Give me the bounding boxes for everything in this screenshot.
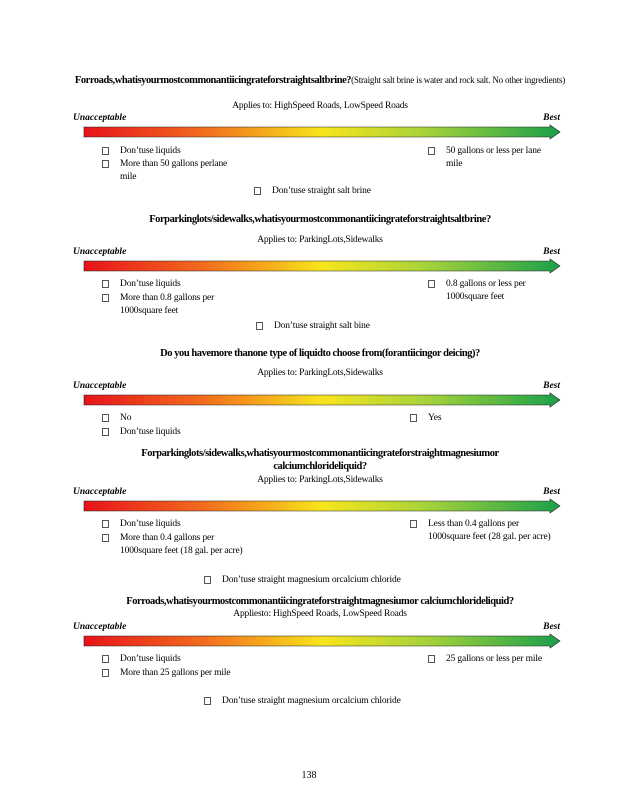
- option-dont-use-liquids[interactable]: Don’tuse liquids: [120, 278, 260, 291]
- option-more-than-0-8-gallons[interactable]: More than 0.8 gallons per 1000square feet: [120, 292, 230, 318]
- checkbox-icon[interactable]: [102, 669, 109, 677]
- checkbox-icon[interactable]: [102, 414, 109, 422]
- checkbox-icon[interactable]: [102, 147, 109, 155]
- option-dont-use-salt-brine[interactable]: Don’tuse straight salt bine: [274, 320, 474, 333]
- checkbox-icon[interactable]: [410, 520, 417, 528]
- unacceptable-label: Unacceptable: [73, 381, 127, 391]
- option-dont-use-magnesium-calcium[interactable]: Don’tuse straight magnesium orcalcium chloride: [222, 695, 482, 708]
- option-dont-use-magnesium-calcium[interactable]: Don’tuse straight magnesium orcalcium chloride: [222, 574, 482, 587]
- rating-scale-bar: [84, 393, 560, 407]
- question-title: Do you havemore thanone type of liquidto choose from(forantiicingor deicing)?: [160, 348, 480, 359]
- option-0-8-gallons-or-less[interactable]: 0.8 gallons or less per 1000square feet: [446, 278, 556, 304]
- checkbox-icon[interactable]: [102, 655, 109, 663]
- question-title: Forroads,whatisyourmostcommonantiicingrateforstraightmagnesiumor calciumchlorideliquid?: [126, 596, 514, 607]
- unacceptable-label: Unacceptable: [73, 487, 127, 497]
- option-more-than-25-gallons[interactable]: More than 25 gallons per mile: [120, 667, 245, 680]
- best-label: Best: [543, 113, 560, 123]
- best-label: Best: [543, 381, 560, 391]
- applies-to: Applies to: ParkingLots,Sidewalks: [257, 368, 383, 378]
- best-label: Best: [543, 247, 560, 257]
- question-title: Forparkinglots/sidewalks,whatisyourmostcommonantiicingrateforstraightmagnesiumor calciumchlorideliquid?: [141, 448, 499, 472]
- checkbox-icon[interactable]: [410, 414, 417, 422]
- checkbox-icon[interactable]: [254, 187, 261, 195]
- rating-scale-bar: [84, 499, 560, 513]
- checkbox-icon[interactable]: [428, 147, 435, 155]
- unacceptable-label: Unacceptable: [73, 622, 127, 632]
- option-dont-use-liquids[interactable]: Don’tuse liquids: [120, 518, 260, 531]
- option-no[interactable]: No: [120, 412, 260, 425]
- unacceptable-label: Unacceptable: [73, 247, 127, 257]
- option-25-gallons-or-less[interactable]: 25 gallons or less per mile: [446, 653, 556, 666]
- best-label: Best: [543, 622, 560, 632]
- checkbox-icon[interactable]: [102, 280, 109, 288]
- checkbox-icon[interactable]: [102, 160, 109, 168]
- checkbox-icon[interactable]: [102, 428, 109, 436]
- best-label: Best: [543, 487, 560, 497]
- checkbox-icon[interactable]: [256, 322, 263, 330]
- option-more-than-50-gallons[interactable]: More than 50 gallons perlane mile: [120, 158, 230, 184]
- option-dont-use-liquids[interactable]: Don’tuse liquids: [120, 145, 260, 158]
- applies-to: Applies to: ParkingLots,Sidewalks: [257, 475, 383, 485]
- rating-scale-bar: [84, 259, 560, 273]
- checkbox-icon[interactable]: [428, 655, 435, 663]
- checkbox-icon[interactable]: [102, 294, 109, 302]
- checkbox-icon[interactable]: [428, 280, 435, 288]
- option-less-than-0-4-gallons[interactable]: Less than 0.4 gallons per 1000square feet (28 gal. per acre): [428, 518, 563, 544]
- question-note: (Straight salt brine is water and rock salt. No other ingredients): [351, 75, 566, 85]
- page-number: 138: [301, 770, 317, 781]
- checkbox-icon[interactable]: [102, 520, 109, 528]
- unacceptable-label: Unacceptable: [73, 113, 127, 123]
- option-dont-use-liquids[interactable]: Don’tuse liquids: [120, 653, 260, 666]
- option-dont-use-liquids[interactable]: Don’tuse liquids: [120, 426, 260, 439]
- checkbox-icon[interactable]: [204, 576, 211, 584]
- option-dont-use-salt-brine[interactable]: Don’tuse straight salt brine: [272, 185, 472, 198]
- question-title: Forparkinglots/sidewalks,whatisyourmostcommonantiicingrateforstraightsaltbrine?: [149, 214, 491, 225]
- checkbox-icon[interactable]: [102, 534, 109, 542]
- option-more-than-0-4-gallons[interactable]: More than 0.4 gallons per 1000square feet (18 gal. per acre): [120, 532, 245, 558]
- applies-to: Applies to: HighSpeed Roads, LowSpeed Roads: [232, 101, 408, 111]
- option-50-gallons-or-less[interactable]: 50 gallons or less per lane mile: [446, 145, 556, 171]
- question-title: Forroads,whatisyourmostcommonantiicingrateforstraightsaltbrine?(Straight salt brine is water and rock salt. No other ingredients): [74, 75, 566, 86]
- applies-to: Appliesto: HighSpeed Roads, LowSpeed Roads: [233, 609, 407, 619]
- rating-scale-bar: [84, 634, 560, 648]
- applies-to: Applies to: ParkingLots,Sidewalks: [257, 235, 383, 245]
- checkbox-icon[interactable]: [204, 697, 211, 705]
- option-yes[interactable]: Yes: [428, 412, 538, 425]
- rating-scale-bar: [84, 125, 560, 139]
